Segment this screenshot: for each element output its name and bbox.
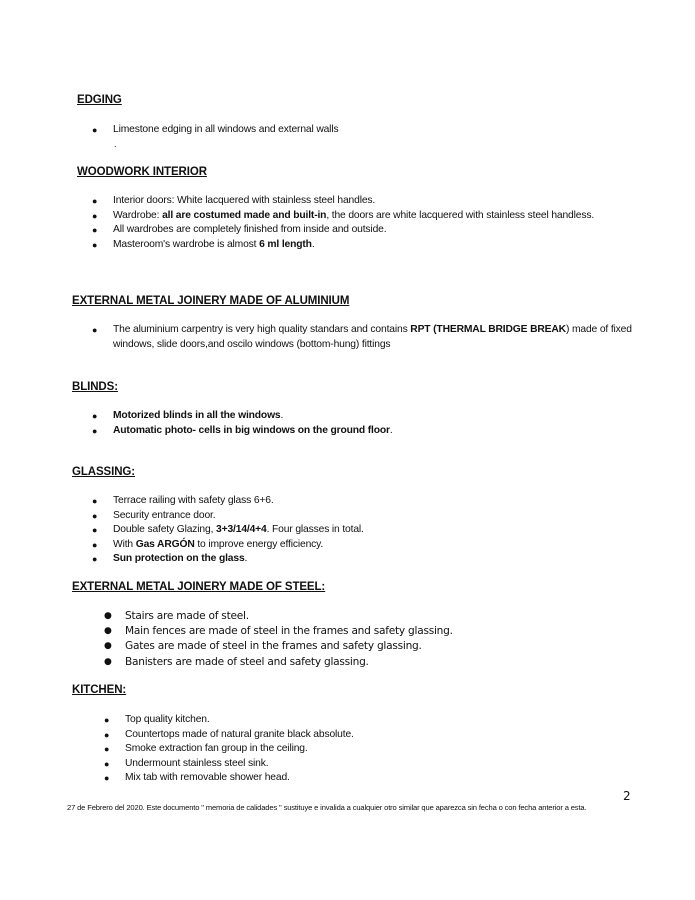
bullet-icon: ● [104,715,110,725]
item-text: Wardrobe: [113,209,163,221]
item-text: . [244,553,248,565]
item-text: . Four glasses in total. [266,524,364,536]
item-text: . [311,238,315,250]
blinds-heading: BLINDS: [72,381,118,393]
bullet-icon: ● [92,554,98,565]
bullet-icon: ● [92,496,98,506]
list-item [104,609,453,624]
item-text: . [389,424,393,436]
bullet-icon: ● [92,325,98,335]
bold-text: Sun protection on the glass [113,553,245,565]
list-item [92,123,339,138]
bullet-icon: ● [104,611,112,621]
list-item [92,523,364,538]
bold-text: all are costumed made and built-in [162,209,327,221]
bullet-icon: ● [104,729,110,740]
item-text: All wardrobes are completely finished from inside and outside. [113,224,387,236]
kitchen-list [104,713,354,786]
glassing-list [92,494,364,567]
stray-dot: . [114,139,117,149]
item-text: , the doors are white lacquered with stainless steel handless. [326,209,595,221]
item-text: Double safety Glazing, [113,524,217,536]
list-item [104,742,354,757]
footer-note: 27 de Febrero del 2020. Este documento " memoria de calidades " sustituye e invalida a cualquier otro similar que aparezca sin fecha o con fecha anterior a esta. [67,803,587,812]
item-text: ) made of fixed windows, slide doors,and oscilo windows (bottom-hung) fittings [113,324,632,350]
bullet-icon: ● [92,411,98,421]
item-text: Main fences are made of steel in the frames and safety glassing. [125,625,453,638]
bullet-icon: ● [92,425,98,436]
item-text: With [113,538,136,550]
bold-text: 3+3/14/4+4 [216,524,267,536]
bullet-icon: ● [92,210,98,221]
bold-text: Automatic photo- cells in big windows on the ground floor [113,424,390,436]
list-item [104,624,453,639]
item-text: Mix tab with removable shower head. [125,772,290,784]
bullet-icon: ● [104,656,112,667]
bullet-icon: ● [92,539,98,550]
bold-text: RPT (THERMAL BRIDGE BREAK [410,324,566,335]
item-text: Limestone edging in all windows and external walls [113,124,339,135]
woodwork-heading: WOODWORK INTERIOR [77,166,207,178]
list-item [92,409,393,424]
bullet-icon: ● [104,744,110,755]
item-text: Countertops made of natural granite black absolute. [125,728,354,740]
item-text: Smoke extraction fan group in the ceiling. [125,743,308,755]
bold-text: Motorized blinds in all the windows [113,410,281,421]
list-item [92,552,364,567]
list-item [92,238,594,253]
bullet-icon: ● [104,626,112,637]
list-item [92,538,364,553]
item-text: Interior doors: White lacquered with stainless steel handles. [113,195,376,206]
item-text: Stairs are made of steel. [125,610,249,622]
list-item [104,655,453,670]
list-item [92,323,633,352]
bullet-icon: ● [104,641,112,652]
woodwork-list [92,194,595,252]
list-item [92,209,595,224]
item-text: Security entrance door. [113,509,216,521]
list-item [92,509,364,524]
steel-heading: EXTERNAL METAL JOINERY MADE OF STEEL: [72,581,326,593]
blinds-list [92,409,393,438]
list-item [92,424,393,439]
item-text: Undermount stainless steel sink. [125,757,269,769]
aluminium-list [92,323,633,352]
list-item [92,494,364,509]
bullet-icon: ● [92,225,98,236]
item-text: Masteroom's wardrobe is almost [113,238,260,250]
list-item [92,194,594,209]
item-text: Top quality kitchen. [125,714,210,725]
bullet-icon: ● [92,125,98,135]
kitchen-heading: KITCHEN: [72,684,127,696]
bullet-icon: ● [104,758,110,769]
list-item [104,757,354,772]
list-item [104,713,354,728]
item-text: The aluminium carpentry is very high quality standars and contains [113,324,411,335]
page-number: 2 [623,789,631,803]
glassing-heading: GLASSING: [72,466,135,478]
bullet-icon: ● [92,525,98,536]
edging-list [92,123,339,138]
item-text: Banisters are made of steel and safety glassing. [125,655,369,668]
aluminium-heading: EXTERNAL METAL JOINERY MADE OF ALUMINIUM [72,295,350,307]
bullet-icon: ● [104,773,110,784]
edging-heading: EDGING [77,94,122,106]
item-text: to improve energy efficiency. [194,538,324,550]
list-item [104,771,354,786]
bullet-icon: ● [92,196,98,206]
item-text: . [280,410,284,421]
list-item [104,639,453,654]
bullet-icon: ● [92,239,98,250]
item-text: Terrace railing with safety glass 6+6. [113,495,274,506]
list-item [92,223,594,238]
bullet-icon: ● [92,510,98,521]
bold-text: 6 ml length [259,238,312,250]
bold-text: Gas ARGÓN [135,538,195,550]
item-text: Gates are made of steel in the frames and safety glassing. [125,640,422,653]
steel-list [104,609,453,670]
list-item [104,728,354,743]
